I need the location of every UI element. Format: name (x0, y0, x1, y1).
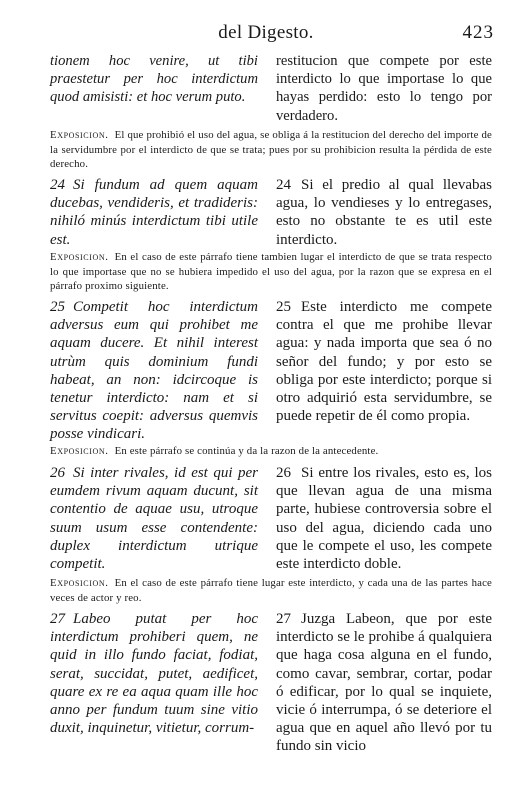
latin-body: Competit hoc interdictum adversus eum qui prohibet me aquam ducere. Et nihil interest utrùm quis dominium fundi habeat, an non: idcircoque is tenetur interdicto: nam et si servitus coepit: adversus quemvis posse vindicari. (50, 299, 258, 443)
paragraph-pair (50, 52, 490, 124)
paragraph-number: 27 (276, 611, 291, 627)
exposicion-note (50, 576, 492, 605)
exposicion-note (50, 250, 492, 294)
paragraph-number: 24 (276, 177, 291, 193)
paragraph-number: 27 (50, 611, 65, 627)
paragraph-pair (50, 176, 490, 248)
latin-body: Si fundum ad quem aquam ducebas, vendideris, et tradideris: nihiló minús interdictum tibi utile est. (50, 177, 258, 248)
spanish-text (276, 464, 492, 573)
exposicion-label: Exposicion. (50, 129, 109, 141)
latin-text (50, 610, 258, 737)
latin-text (50, 464, 258, 573)
spanish-body: Si el predio al qual llevabas agua, lo vendieses y lo entregases, esto no obstante te es util este interdicto. (276, 177, 492, 248)
paragraph-pair (50, 610, 490, 790)
latin-body: Si inter rivales, id est qui per eumdem rivum aquam ducunt, sit contentio de aquae usu, utroque suum usum esse contendente: duplex interdictum utrique competit. (50, 465, 258, 573)
latin-body: Labeo putat per hoc interdictum prohiberi quem, ne quid in illo fundo faciat, fodiat, serat, succidat, putet, aedificet, quare ex re ea aqua quam ille hoc anno per fundum tuum sine vitio duxit, inquinetur, vitietur, corrum- (50, 611, 258, 737)
paragraph-pair (50, 464, 490, 572)
latin-text (50, 298, 258, 444)
latin-text (50, 176, 258, 249)
exposicion-text: En el caso de este párrafo tiene tambien lugar el interdicto de que se trata respecto lo que importase que no se hubiera impedido el uso del agua, por la razon que se expresa en el párrafo proximo siguiente. (50, 251, 492, 292)
latin-text: tionem hoc venire, ut tibi praestetur per hoc interdictum quod amisisti: et hoc verum puto. (50, 53, 258, 106)
exposicion-text: En el caso de este párrafo tiene lugar este interdicto, y cada una de las partes hace veces de actor y reo. (50, 577, 492, 604)
spanish-body: Este interdicto me compete contra el que me prohibe llevar agua: y nada importa que sea ó no señor del fundo; y por esto se obliga por este interdicto; porque si otro adquirió esta servidumbre, se puede repetir de él como propia. (276, 299, 492, 425)
spanish-text (276, 610, 492, 756)
exposicion-label: Exposicion. (50, 251, 109, 263)
paragraph-number: 26 (50, 465, 65, 481)
exposicion-note (50, 128, 492, 172)
paragraph-pair (50, 298, 492, 443)
exposicion-label: Exposicion. (50, 577, 109, 589)
running-title: del Digesto. (218, 22, 314, 43)
spanish-body: Si entre los rivales, esto es, los que llevan agua de una misma parte, hubiese controversia sobre el uso del agua, diciendo cada uno que le compete el uso, les compete este interdicto doble. (276, 465, 492, 573)
spanish-body: Juzga Labeon, que por este interdicto se le prohibe á qualquiera que haga cosa alguna en el fundo, como cavar, sembrar, cortar, podar ó edificar, por lo qual se inquiete, vicie ó interrumpa, ó se deteriore el agua que en aquel año llevó por tu fundo sin vicio (276, 611, 492, 755)
page-number: 423 (462, 22, 494, 43)
spanish-text: restitucion que compete por este interdicto lo que importase lo que hayas perdido: esto lo tengo por verdadero. (276, 53, 492, 124)
exposicion-note (50, 444, 492, 459)
paragraph-number: 25 (50, 299, 65, 315)
paragraph-number: 26 (276, 465, 291, 481)
paragraph-number: 24 (50, 177, 65, 193)
exposicion-text: El que prohibió el uso del agua, se obliga á la restitucion del derecho del importe de la servidumbre por el interdicto de que se trata; pues por su prohibicion resulta la pérdida de este derecho. (50, 129, 492, 170)
paragraph-number: 25 (276, 299, 291, 315)
exposicion-text: En este párrafo se continúa y da la razon de la antecedente. (114, 445, 379, 457)
page-header (0, 22, 532, 46)
spanish-text (276, 176, 492, 249)
spanish-text (276, 298, 492, 425)
exposicion-label: Exposicion. (50, 445, 109, 457)
